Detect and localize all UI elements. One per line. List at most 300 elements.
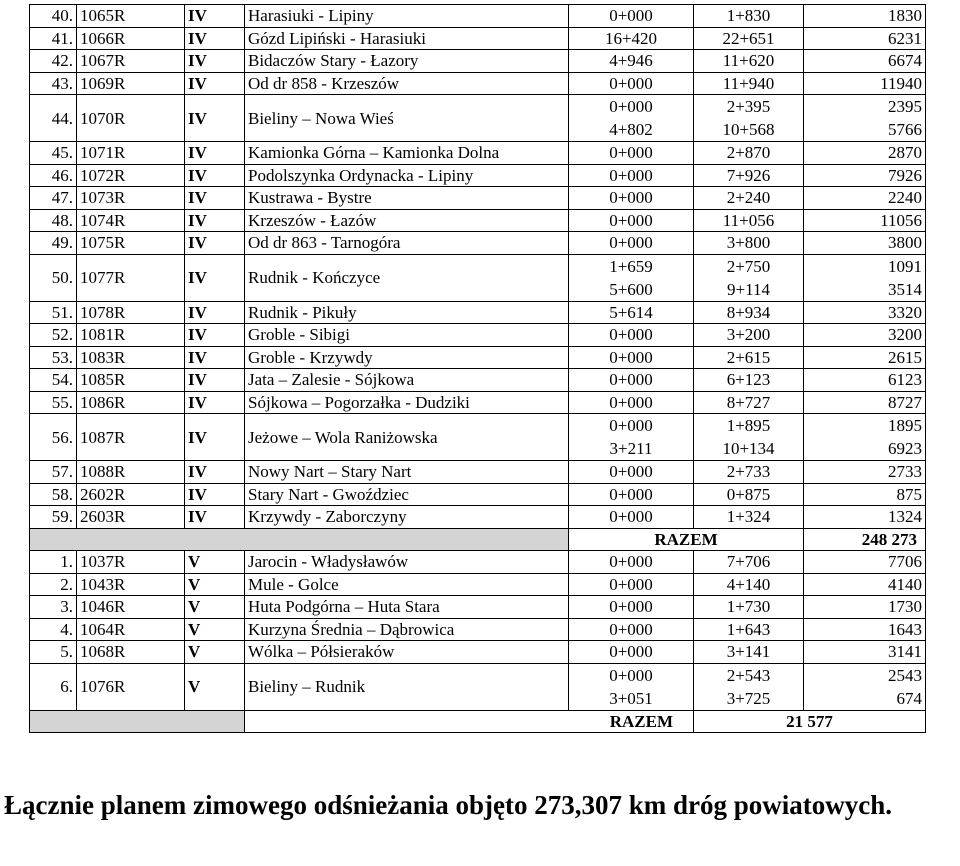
row-number: 58.: [30, 483, 77, 506]
road-number: 1064R: [77, 618, 185, 641]
km-to-value: 3+800: [726, 233, 771, 252]
road-class: IV: [185, 461, 245, 484]
table-row: [30, 596, 926, 619]
km-from: [569, 596, 694, 619]
road-number: 1075R: [77, 232, 185, 255]
subtotal-class-iv: [30, 528, 926, 551]
road-name: Huta Podgórna – Huta Stara: [245, 596, 569, 619]
road-number: 1077R: [77, 254, 185, 301]
km-from-value: 0+000: [609, 233, 653, 252]
km-to-value: 6+123: [726, 370, 771, 389]
km-to: [694, 596, 804, 619]
km-to-value: 8+934: [726, 302, 771, 322]
km-to-value: 9+114: [727, 279, 770, 299]
km-from: [569, 369, 694, 392]
km-to: [694, 663, 804, 710]
road-number: 1085R: [77, 369, 185, 392]
km-to-value: 2+615: [726, 347, 771, 367]
length-value: 2240: [888, 188, 922, 207]
km-to-value: 3+725: [726, 688, 771, 708]
road-class: IV: [185, 164, 245, 187]
km-from-value: 0+000: [609, 392, 653, 412]
km-to: [694, 641, 804, 664]
km-from: [569, 5, 694, 28]
km-from-value: 0+000: [609, 97, 653, 116]
row-number: 4.: [30, 618, 77, 641]
km-from: [569, 164, 694, 187]
km-to-value: 11+056: [722, 210, 775, 230]
length: [804, 663, 926, 710]
row-number: 47.: [30, 187, 77, 210]
length-value: 3800: [888, 233, 922, 252]
road-number: 1078R: [77, 301, 185, 324]
road-name: Nowy Nart – Stary Nart: [245, 461, 569, 484]
road-name: Groble - Sibigi: [245, 324, 569, 347]
km-to-value: 11+940: [722, 73, 775, 93]
row-number: 51.: [30, 301, 77, 324]
road-class: IV: [185, 324, 245, 347]
row-number: 54.: [30, 369, 77, 392]
table-row: [30, 164, 926, 187]
length-value: 2733: [888, 462, 922, 481]
length-value: 2543: [888, 665, 922, 685]
km-from: [569, 414, 694, 461]
length: [804, 164, 926, 187]
road-number: 2603R: [77, 506, 185, 529]
road-name: Bieliny – Rudnik: [245, 663, 569, 710]
table-row: [30, 232, 926, 255]
road-class: V: [185, 551, 245, 574]
km-to-value: 1+830: [726, 6, 771, 25]
km-to-value: 2+240: [726, 188, 771, 207]
table-row: [30, 618, 926, 641]
km-from: [569, 50, 694, 73]
km-from-value: 0+000: [609, 73, 653, 93]
km-from-value: 0+000: [609, 6, 653, 25]
km-to-value: 22+651: [722, 28, 775, 48]
subtotal-row-iv: [30, 528, 926, 551]
subtotal-value: 21 577: [694, 710, 926, 733]
length-value: 1895: [888, 416, 922, 435]
km-from-value: 0+000: [609, 619, 653, 639]
length: [804, 641, 926, 664]
table-row: [30, 50, 926, 73]
km-to-value: 2+543: [726, 665, 771, 685]
km-to: [694, 414, 804, 461]
road-name: Harasiuki - Lipiny: [245, 5, 569, 28]
table-row: [30, 391, 926, 414]
length-value: 6923: [888, 439, 922, 458]
row-number: 52.: [30, 324, 77, 347]
length: [804, 209, 926, 232]
length: [804, 483, 926, 506]
km-from-value: 0+000: [609, 462, 653, 481]
road-name: Gózd Lipiński - Harasiuki: [245, 27, 569, 50]
row-number: 5.: [30, 641, 77, 664]
km-to: [694, 461, 804, 484]
km-to-value: 2+733: [726, 462, 771, 481]
row-number: 3.: [30, 596, 77, 619]
road-name: Od dr 863 - Tarnogóra: [245, 232, 569, 255]
km-from: [569, 72, 694, 95]
table-body-class-v: [30, 551, 926, 711]
road-class: V: [185, 641, 245, 664]
table-row: [30, 254, 926, 301]
km-to-value: 3+141: [726, 642, 771, 661]
length-value: 3141: [888, 642, 922, 661]
km-from: [569, 232, 694, 255]
km-from-value: 0+000: [609, 484, 653, 504]
length-value: 1324: [888, 507, 922, 526]
road-name: Sójkowa – Pogorzałka - Dudziki: [245, 391, 569, 414]
road-number: 1074R: [77, 209, 185, 232]
km-to: [694, 301, 804, 324]
km-to-value: 11+620: [722, 51, 775, 70]
km-to: [694, 506, 804, 529]
length-value: 4140: [888, 574, 922, 594]
road-name: Stary Nart - Gwoździec: [245, 483, 569, 506]
row-number: 6.: [30, 663, 77, 710]
row-number: 48.: [30, 209, 77, 232]
row-number: 53.: [30, 346, 77, 369]
km-to: [694, 95, 804, 142]
length: [804, 346, 926, 369]
summary-text: Łącznie planem zimowego odśnieżania objęto 273,307 km dróg powiatowych.: [4, 790, 892, 820]
km-to: [694, 232, 804, 255]
road-name: Rudnik - Kończyce: [245, 254, 569, 301]
road-class: IV: [185, 142, 245, 165]
length: [804, 5, 926, 28]
km-from-value: 1+659: [609, 256, 653, 276]
road-class: IV: [185, 50, 245, 73]
road-name: Krzeszów - Łazów: [245, 209, 569, 232]
length-value: 875: [896, 484, 922, 504]
length-value: 1830: [888, 6, 922, 25]
length-value: 11056: [880, 210, 922, 230]
road-number: 1088R: [77, 461, 185, 484]
subtotal-shaded-cell: [30, 528, 569, 551]
km-to: [694, 5, 804, 28]
km-from: [569, 142, 694, 165]
subtotal-shaded-cell: [30, 710, 245, 733]
row-number: 50.: [30, 254, 77, 301]
road-name: Groble - Krzywdy: [245, 346, 569, 369]
km-from: [569, 618, 694, 641]
road-number: 1046R: [77, 596, 185, 619]
table-row: [30, 209, 926, 232]
road-name: Krzywdy - Zaborczyny: [245, 506, 569, 529]
km-to-value: 7+706: [726, 552, 771, 571]
road-number: 1087R: [77, 414, 185, 461]
km-to-value: 1+730: [726, 597, 771, 616]
road-class: IV: [185, 506, 245, 529]
km-from: [569, 209, 694, 232]
row-number: 40.: [30, 5, 77, 28]
km-from-value: 0+000: [609, 188, 653, 207]
km-to-value: 1+895: [726, 416, 771, 435]
length-value: 7706: [888, 552, 922, 571]
length: [804, 187, 926, 210]
length-value: 6674: [888, 51, 922, 70]
km-to-value: 1+324: [726, 507, 771, 526]
subtotal-value: 248 273: [804, 528, 926, 551]
row-number: 56.: [30, 414, 77, 461]
km-from: [569, 391, 694, 414]
length-value: 1091: [888, 256, 922, 276]
table-row: [30, 72, 926, 95]
km-from: [569, 301, 694, 324]
table-row: [30, 663, 926, 710]
km-to-value: 2+395: [726, 97, 771, 116]
length-value: 2395: [888, 97, 922, 116]
length-value: 3200: [888, 325, 922, 344]
table-row: [30, 27, 926, 50]
row-number: 59.: [30, 506, 77, 529]
road-class: IV: [185, 209, 245, 232]
km-to: [694, 142, 804, 165]
km-from-value: 4+946: [609, 51, 653, 70]
length-value: 6231: [888, 28, 922, 48]
length: [804, 414, 926, 461]
length: [804, 95, 926, 142]
road-number: 1068R: [77, 641, 185, 664]
road-number: 1083R: [77, 346, 185, 369]
km-to: [694, 209, 804, 232]
km-to-value: 10+568: [722, 120, 775, 139]
road-number: 1065R: [77, 5, 185, 28]
table-row: [30, 506, 926, 529]
km-from: [569, 461, 694, 484]
road-name: Od dr 858 - Krzeszów: [245, 72, 569, 95]
table-row: [30, 414, 926, 461]
length: [804, 50, 926, 73]
length: [804, 72, 926, 95]
road-class: IV: [185, 483, 245, 506]
row-number: 41.: [30, 27, 77, 50]
km-from-value: 0+000: [609, 347, 653, 367]
km-from: [569, 551, 694, 574]
km-from-value: 5+600: [609, 279, 653, 299]
km-from-value: 0+000: [609, 574, 653, 594]
road-class: IV: [185, 391, 245, 414]
subtotal-class-v: [30, 710, 926, 733]
row-number: 55.: [30, 391, 77, 414]
road-class: IV: [185, 346, 245, 369]
km-to: [694, 164, 804, 187]
length: [804, 301, 926, 324]
road-number: 1076R: [77, 663, 185, 710]
road-class: IV: [185, 72, 245, 95]
table-row: [30, 301, 926, 324]
km-from: [569, 346, 694, 369]
km-to-value: 7+926: [726, 165, 771, 185]
road-number: 1081R: [77, 324, 185, 347]
road-name: Wólka – Półsieraków: [245, 641, 569, 664]
km-from-value: 0+000: [609, 597, 653, 616]
km-to-value: 3+200: [726, 325, 771, 344]
km-from: [569, 573, 694, 596]
road-class: IV: [185, 5, 245, 28]
road-number: 1073R: [77, 187, 185, 210]
road-class: IV: [185, 187, 245, 210]
road-class: IV: [185, 414, 245, 461]
km-from-value: 16+420: [604, 28, 658, 48]
length: [804, 324, 926, 347]
road-number: 1069R: [77, 72, 185, 95]
road-number: 1037R: [77, 551, 185, 574]
road-class: IV: [185, 254, 245, 301]
row-number: 42.: [30, 50, 77, 73]
km-from: [569, 95, 694, 142]
road-number: 1067R: [77, 50, 185, 73]
km-from-value: 0+000: [609, 642, 653, 661]
length: [804, 142, 926, 165]
km-from-value: 0+000: [609, 370, 653, 389]
table-body-class-iv: [30, 5, 926, 529]
length: [804, 506, 926, 529]
km-to-value: 0+875: [726, 484, 771, 504]
km-from-value: 5+614: [609, 302, 653, 322]
length: [804, 391, 926, 414]
km-to: [694, 369, 804, 392]
km-to: [694, 551, 804, 574]
road-number: 1070R: [77, 95, 185, 142]
length: [804, 232, 926, 255]
length-value: 3320: [888, 302, 922, 322]
table-row: [30, 142, 926, 165]
km-to-value: 4+140: [726, 574, 771, 594]
km-to-value: 10+134: [722, 439, 775, 458]
km-to: [694, 573, 804, 596]
table-row: [30, 5, 926, 28]
table-row: [30, 483, 926, 506]
km-to: [694, 254, 804, 301]
road-name: Bieliny – Nowa Wieś: [245, 95, 569, 142]
km-from-value: 0+000: [609, 665, 653, 685]
length: [804, 27, 926, 50]
km-from-value: 3+211: [609, 439, 653, 458]
km-to: [694, 618, 804, 641]
row-number: 49.: [30, 232, 77, 255]
row-number: 45.: [30, 142, 77, 165]
km-from-value: 3+051: [609, 688, 653, 708]
road-name: Jeżowe – Wola Raniżowska: [245, 414, 569, 461]
road-name: Bidaczów Stary - Łazory: [245, 50, 569, 73]
length: [804, 573, 926, 596]
road-number: 1043R: [77, 573, 185, 596]
row-number: 46.: [30, 164, 77, 187]
km-to: [694, 391, 804, 414]
road-class: V: [185, 663, 245, 710]
km-from: [569, 641, 694, 664]
km-to-value: 1+643: [726, 619, 771, 639]
road-name: Jarocin - Władysławów: [245, 551, 569, 574]
table-row: [30, 573, 926, 596]
road-class: IV: [185, 369, 245, 392]
road-number: 1072R: [77, 164, 185, 187]
road-number: 1066R: [77, 27, 185, 50]
subtotal-label: RAZEM: [245, 710, 694, 733]
length-value: 2870: [888, 143, 922, 162]
table-row: [30, 95, 926, 142]
length-value: 5766: [888, 120, 922, 139]
subtotal-row-v: [30, 710, 926, 733]
km-from-value: 0+000: [609, 552, 653, 571]
road-class: IV: [185, 301, 245, 324]
table-row: [30, 461, 926, 484]
road-name: Jata – Zalesie - Sójkowa: [245, 369, 569, 392]
length: [804, 254, 926, 301]
length: [804, 618, 926, 641]
km-to-value: 8+727: [726, 392, 771, 412]
road-class: V: [185, 596, 245, 619]
length-value: 11940: [880, 73, 922, 93]
row-number: 1.: [30, 551, 77, 574]
km-from-value: 0+000: [609, 507, 653, 526]
road-name: Rudnik - Pikuły: [245, 301, 569, 324]
row-number: 44.: [30, 95, 77, 142]
road-class: V: [185, 573, 245, 596]
road-name: Mule - Golce: [245, 573, 569, 596]
length-value: 2615: [888, 347, 922, 367]
km-from-value: 0+000: [609, 143, 653, 162]
roads-table: [29, 4, 926, 733]
length: [804, 596, 926, 619]
km-from-value: 0+000: [609, 325, 653, 344]
length: [804, 551, 926, 574]
road-number: 1071R: [77, 142, 185, 165]
km-to: [694, 72, 804, 95]
km-to: [694, 324, 804, 347]
road-class: IV: [185, 27, 245, 50]
table-row: [30, 346, 926, 369]
km-from-value: 4+802: [609, 120, 653, 139]
km-from-value: 0+000: [609, 416, 653, 435]
km-from-value: 0+000: [609, 165, 653, 185]
table-row: [30, 187, 926, 210]
km-from: [569, 483, 694, 506]
subtotal-label: RAZEM: [569, 528, 804, 551]
table-row: [30, 324, 926, 347]
length-value: 674: [896, 688, 922, 708]
km-to-value: 2+870: [726, 143, 771, 162]
km-to: [694, 50, 804, 73]
table-row: [30, 369, 926, 392]
row-number: 43.: [30, 72, 77, 95]
length: [804, 369, 926, 392]
road-name: Kamionka Górna – Kamionka Dolna: [245, 142, 569, 165]
km-from: [569, 506, 694, 529]
length-value: 3514: [888, 279, 922, 299]
km-from: [569, 254, 694, 301]
km-to: [694, 346, 804, 369]
km-to-value: 2+750: [726, 256, 771, 276]
km-from-value: 0+000: [609, 210, 653, 230]
road-number: 2602R: [77, 483, 185, 506]
km-from: [569, 27, 694, 50]
table-row: [30, 641, 926, 664]
row-number: 57.: [30, 461, 77, 484]
table-row: [30, 551, 926, 574]
km-from: [569, 187, 694, 210]
km-from: [569, 324, 694, 347]
km-from: [569, 663, 694, 710]
road-number: 1086R: [77, 391, 185, 414]
length-value: 1730: [888, 597, 922, 616]
length-value: 8727: [888, 392, 922, 412]
road-class: V: [185, 618, 245, 641]
length-value: 6123: [888, 370, 922, 389]
